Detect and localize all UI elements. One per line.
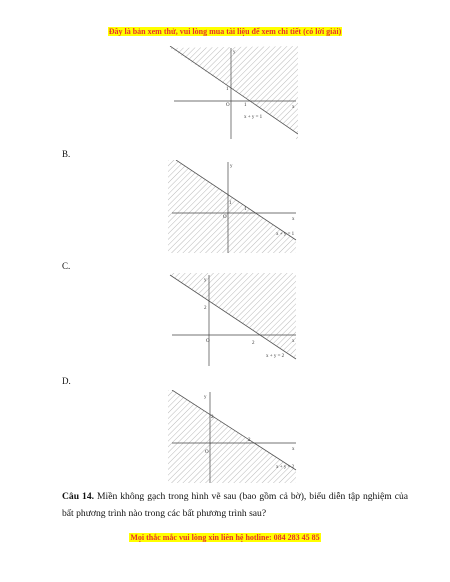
hotline-banner xyxy=(0,533,450,542)
tick-x-label: 2 xyxy=(248,438,251,443)
graph-option-b xyxy=(168,160,298,255)
equation-label: x + y = 1 xyxy=(244,115,263,120)
graph-option-d-svg xyxy=(168,390,298,485)
x-axis-label: x xyxy=(292,217,295,222)
option-d-label: D. xyxy=(62,376,71,386)
question-number: Câu 14. xyxy=(62,491,95,502)
x-axis-label: x xyxy=(292,105,295,110)
shaded-region xyxy=(170,46,298,141)
origin-label: O xyxy=(223,215,227,220)
x-axis-label: x xyxy=(292,339,295,344)
x-axis-label: x xyxy=(292,447,295,452)
tick-x-label: 2 xyxy=(252,341,255,346)
hotline-text: Mọi thắc mắc vui lòng xin liên hệ hotline: 084 283 45 85 xyxy=(130,533,320,542)
origin-label: O xyxy=(206,339,210,344)
graph-option-a xyxy=(168,46,298,141)
origin-label: O xyxy=(205,450,209,455)
y-axis-label: y xyxy=(233,50,236,55)
tick-y-label: 2 xyxy=(211,415,214,420)
option-c-label: C. xyxy=(62,261,71,271)
tick-y-label: 1 xyxy=(229,201,232,206)
graph-option-d xyxy=(168,390,298,485)
equation-label: x + y = 2 xyxy=(266,354,285,359)
preview-notice-banner xyxy=(0,27,450,36)
preview-notice-text: Đây là bản xem thử, vui lòng mua tài liệu để xem chi tiết (có lời giải) xyxy=(108,27,342,36)
option-b-label: B. xyxy=(62,149,71,159)
tick-y-label: 2 xyxy=(204,306,207,311)
equation-label: x + y = 1 xyxy=(276,232,295,237)
graph-option-b-svg xyxy=(168,160,298,255)
equation-label: x + y = 2 xyxy=(276,465,295,470)
graph-option-a-svg xyxy=(168,46,298,141)
tick-x-label: 1 xyxy=(244,103,247,108)
graph-option-c xyxy=(168,273,298,368)
y-axis-label: y xyxy=(204,278,207,283)
shaded-region xyxy=(170,273,296,358)
graph-option-c-svg xyxy=(168,273,298,368)
y-axis-label: y xyxy=(204,395,207,400)
y-axis-label: y xyxy=(230,164,233,169)
question-14 xyxy=(62,488,408,522)
tick-x-label: 1 xyxy=(244,207,247,212)
origin-label: O xyxy=(226,103,230,108)
shaded-region xyxy=(168,160,296,253)
question-text: Miền không gạch trong hình vẽ sau (bao gồm cả bờ), biểu diễn tập nghiệm của bất phương trình nào trong các bất phương trình sau? xyxy=(62,491,409,519)
tick-y-label: 1 xyxy=(226,87,229,92)
